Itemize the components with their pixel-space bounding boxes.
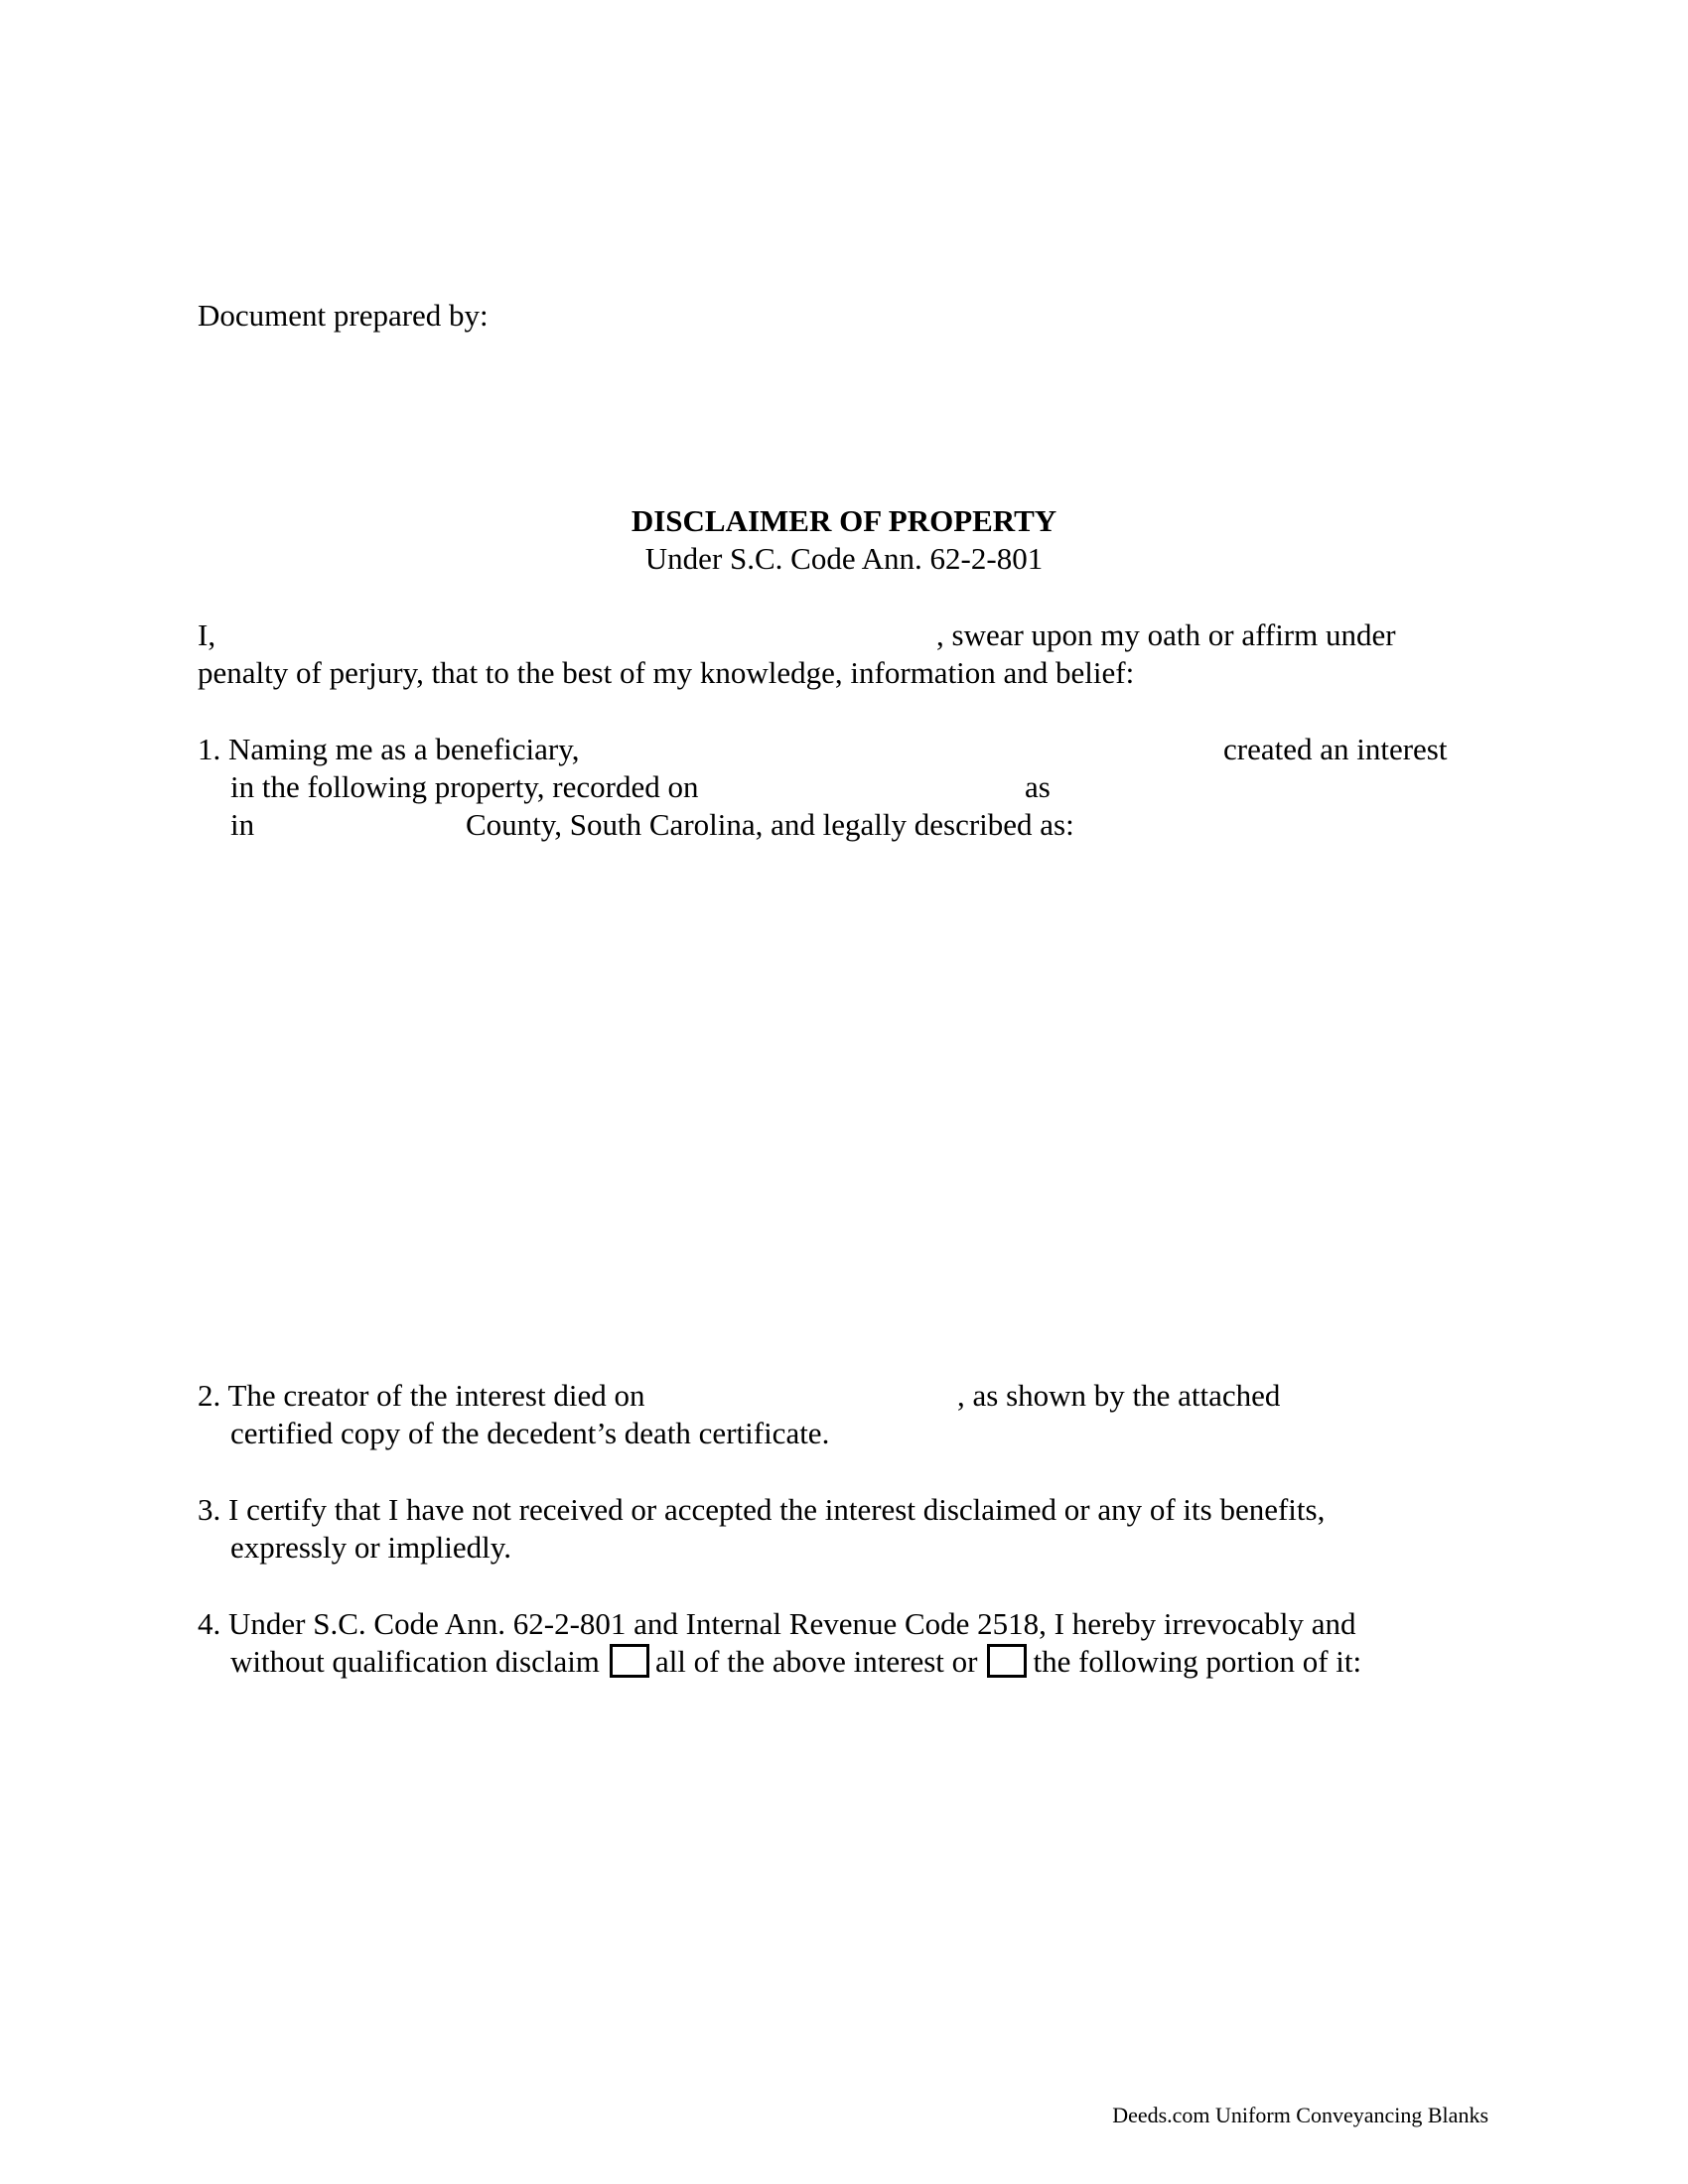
item1-line3-end: County, South Carolina, and legally described as: (466, 807, 1074, 842)
item4-line2 (230, 1643, 1361, 1681)
item2-line1-end: , as shown by the attached (957, 1378, 1281, 1413)
document-title: DISCLAIMER OF PROPERTY (631, 503, 1057, 538)
item1-line2-start: in the following property, recorded on (230, 769, 699, 804)
item3-line1: 3. I certify that I have not received or accepted the interest disclaimed or any of its benefits, (198, 1492, 1326, 1527)
item2-line1-start: 2. The creator of the interest died on (198, 1378, 645, 1413)
intro-line2: penalty of perjury, that to the best of my knowledge, information and belief: (198, 655, 1135, 690)
prepared-by-label: Document prepared by: (198, 298, 489, 333)
item4-line2-start: without qualification disclaim (230, 1644, 600, 1679)
item4-line2-mid: all of the above interest or (654, 1644, 978, 1679)
footer-text: Deeds.com Uniform Conveyancing Blanks (1112, 2103, 1488, 2127)
all-interest-checkbox[interactable] (610, 1644, 649, 1678)
item1-line1-start: 1. Naming me as a beneficiary, (198, 732, 580, 766)
item1-line1-end: created an interest (1223, 732, 1448, 766)
item4-line1: 4. Under S.C. Code Ann. 62-2-801 and Internal Revenue Code 2518, I hereby irrevocably and (198, 1606, 1356, 1641)
item3-line2: expressly or impliedly. (230, 1530, 511, 1565)
portion-checkbox[interactable] (987, 1644, 1027, 1678)
item2-line2: certified copy of the decedent’s death certificate. (230, 1416, 830, 1450)
intro-line1-end: , swear upon my oath or affirm under (936, 617, 1396, 652)
item1-line2-end: as (1025, 769, 1051, 804)
item4-line2-end: the following portion of it: (1033, 1644, 1362, 1679)
item1-line3-start: in (230, 807, 255, 842)
document-subtitle: Under S.C. Code Ann. 62-2-801 (644, 541, 1044, 576)
intro-line1-start: I, (198, 617, 216, 652)
